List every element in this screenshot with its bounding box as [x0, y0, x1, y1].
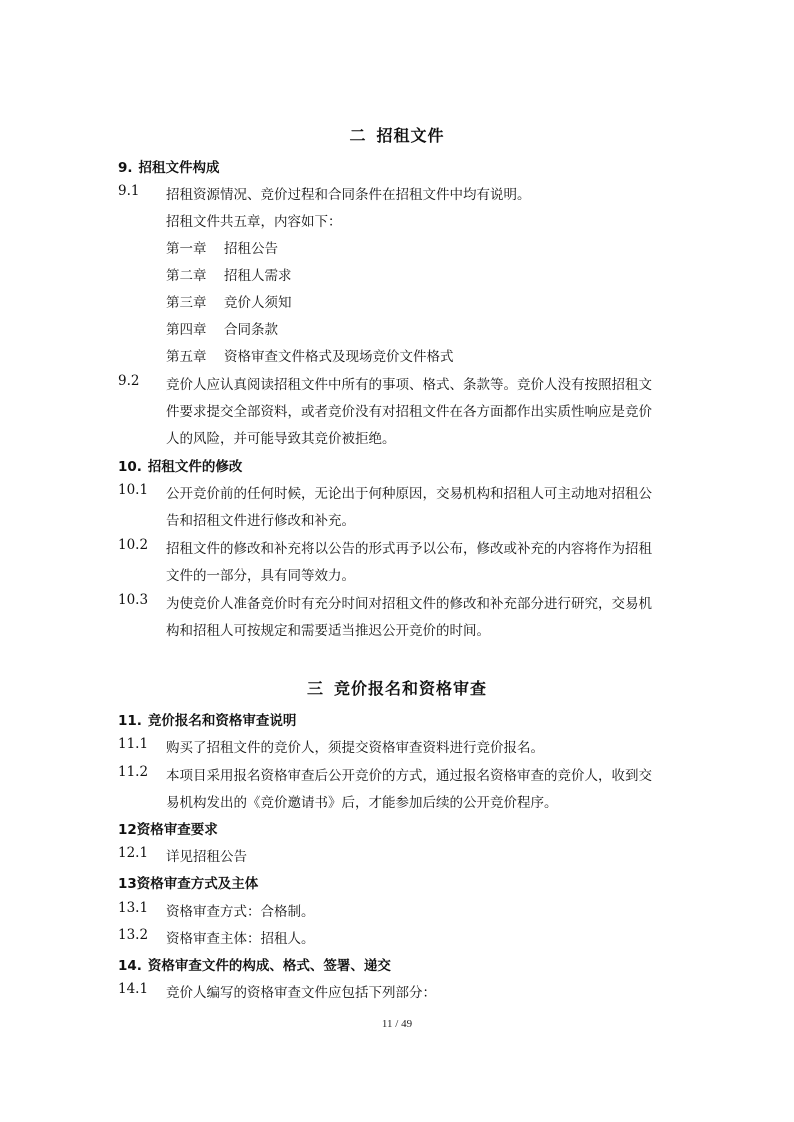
clause-number: 10.2 — [118, 537, 149, 553]
heading-13 — [118, 872, 258, 892]
heading-12 — [118, 818, 218, 838]
chapter-name: 招租公告 — [224, 241, 278, 257]
heading-text: 资格审查文件的构成、格式、签署、递交 — [147, 958, 391, 974]
clause-text: 本项目采用报名资格审查后公开竞价的方式，通过报名资格审查的竞价人，收到交 — [166, 768, 652, 784]
heading-text: 资格审查要求 — [136, 822, 218, 838]
heading-number: 14. — [118, 958, 142, 974]
chapter-name: 招租人需求 — [224, 268, 292, 284]
clause-text: 易机构发出的《竞价邀请书》后，才能参加后续的公开竞价程序。 — [166, 795, 558, 811]
heading-10 — [118, 455, 242, 475]
clause-text: 构和招租人可按规定和需要适当推迟公开竞价的时间。 — [166, 623, 490, 639]
page-number: 11 / 49 — [381, 1018, 413, 1030]
section-number: 二 — [349, 126, 367, 145]
clause-text: 详见招租公告 — [166, 849, 247, 865]
section-title-text: 招租文件 — [376, 126, 445, 145]
clause-text: 公开竞价前的任何时候，无论出于何种原因，交易机构和招租人可主动地对招租公 — [166, 486, 652, 502]
clause-text: 招租资源情况、竞价过程和合同条件在招租文件中均有说明。 — [166, 187, 531, 203]
clause-text: 招租文件的修改和补充将以公告的形式再予以公布，修改或补充的内容将作为招租 — [166, 541, 652, 557]
clause-text: 资格审查主体：招租人。 — [166, 931, 315, 947]
clause-number: 11.2 — [118, 764, 149, 780]
heading-number: 12 — [118, 822, 137, 838]
heading-14 — [118, 954, 391, 974]
chapter-list-item — [166, 237, 278, 257]
chapter-name: 资格审查文件格式及现场竞价文件格式 — [224, 349, 454, 365]
heading-number: 13 — [118, 876, 137, 892]
clause-number: 10.1 — [118, 482, 149, 498]
clause-text: 为使竞价人准备竞价时有充分时间对招租文件的修改和补充部分进行研究，交易机 — [166, 596, 652, 612]
section-title-text: 竞价报名和资格审查 — [334, 679, 488, 698]
heading-text: 竞价报名和资格审查说明 — [147, 713, 297, 729]
clause-number: 9.1 — [118, 183, 140, 199]
chapter-list-item — [166, 345, 454, 365]
chapter-list-item — [166, 318, 278, 338]
clause-text: 告和招租文件进行修改和补充。 — [166, 513, 355, 529]
chapter-list-item — [166, 291, 292, 311]
section-title-2 — [0, 123, 794, 146]
clause-text: 资格审查方式：合格制。 — [166, 904, 315, 920]
chapter-number: 第四章 — [166, 322, 207, 338]
clause-text: 人的风险，并可能导致其竞价被拒绝。 — [166, 431, 396, 447]
clause-number: 11.1 — [118, 736, 149, 752]
heading-text: 资格审查方式及主体 — [136, 876, 259, 892]
heading-number: 11. — [118, 713, 142, 729]
clause-text: 件要求提交全部资料，或者竞价没有对招租文件在各方面都作出实质性响应是竞价 — [166, 404, 652, 420]
clause-number: 12.1 — [118, 845, 149, 861]
heading-text: 招租文件构成 — [138, 160, 220, 176]
clause-text: 购买了招租文件的竞价人，须提交资格审查资料进行竞价报名。 — [166, 740, 544, 756]
clause-number: 10.3 — [118, 592, 149, 608]
clause-text: 招租文件共五章，内容如下： — [166, 214, 342, 230]
chapter-number: 第二章 — [166, 268, 207, 284]
heading-9 — [118, 156, 220, 176]
section-title-3 — [0, 676, 794, 699]
chapter-name: 竞价人须知 — [224, 295, 292, 311]
heading-text: 招租文件的修改 — [147, 459, 243, 475]
heading-number: 9. — [118, 160, 133, 176]
chapter-number: 第一章 — [166, 241, 207, 257]
heading-11 — [118, 709, 296, 729]
clause-text: 竞价人编写的资格审查文件应包括下列部分： — [166, 985, 436, 1001]
clause-text: 竞价人应认真阅读招租文件中所有的事项、格式、条款等。竞价人没有按照招租文 — [166, 377, 652, 393]
chapter-number: 第三章 — [166, 295, 207, 311]
clause-number: 14.1 — [118, 981, 149, 997]
clause-number: 13.2 — [118, 927, 149, 943]
clause-number: 9.2 — [118, 373, 140, 389]
clause-text: 文件的一部分，具有同等效力。 — [166, 568, 355, 584]
chapter-number: 第五章 — [166, 349, 207, 365]
clause-number: 13.1 — [118, 900, 149, 916]
chapter-list-item — [166, 264, 292, 284]
section-number: 三 — [306, 679, 324, 698]
heading-number: 10. — [118, 459, 142, 475]
chapter-name: 合同条款 — [224, 322, 278, 338]
